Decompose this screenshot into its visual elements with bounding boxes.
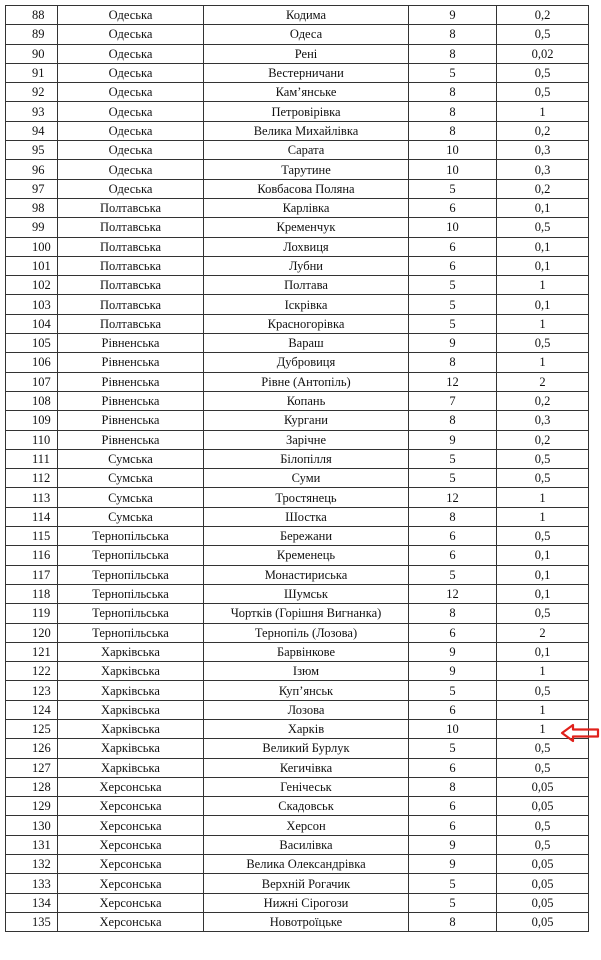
table-row bbox=[6, 391, 589, 410]
value-b-cell: 0,5 bbox=[497, 218, 589, 237]
value-a-cell: 10 bbox=[409, 719, 497, 738]
value-a-cell: 8 bbox=[409, 507, 497, 526]
value-a-cell: 10 bbox=[409, 160, 497, 179]
table-row bbox=[6, 334, 589, 353]
settlement-cell: Великий Бурлук bbox=[204, 739, 409, 758]
table-row bbox=[6, 218, 589, 237]
region-cell: Полтавська bbox=[58, 218, 204, 237]
row-number-cell: 118 bbox=[6, 584, 58, 603]
table-row bbox=[6, 430, 589, 449]
value-b-cell: 0,1 bbox=[497, 642, 589, 661]
value-a-cell: 5 bbox=[409, 874, 497, 893]
table-row bbox=[6, 449, 589, 468]
settlement-cell: Тростянець bbox=[204, 488, 409, 507]
region-cell: Полтавська bbox=[58, 256, 204, 275]
value-a-cell: 5 bbox=[409, 739, 497, 758]
region-cell: Тернопільська bbox=[58, 546, 204, 565]
settlement-cell: Куп’янськ bbox=[204, 681, 409, 700]
table-row bbox=[6, 256, 589, 275]
value-a-cell: 6 bbox=[409, 527, 497, 546]
region-cell: Полтавська bbox=[58, 237, 204, 256]
value-b-cell: 0,1 bbox=[497, 584, 589, 603]
table-row bbox=[6, 44, 589, 63]
table-row bbox=[6, 6, 589, 25]
table-row bbox=[6, 565, 589, 584]
settlement-cell: Тернопіль (Лозова) bbox=[204, 623, 409, 642]
row-number-cell: 112 bbox=[6, 469, 58, 488]
settlement-cell: Ковбасова Поляна bbox=[204, 179, 409, 198]
row-number-cell: 103 bbox=[6, 295, 58, 314]
settlement-cell: Тарутине bbox=[204, 160, 409, 179]
region-cell: Сумська bbox=[58, 507, 204, 526]
row-number-cell: 98 bbox=[6, 198, 58, 217]
settlement-cell: Кременчук bbox=[204, 218, 409, 237]
table-row bbox=[6, 604, 589, 623]
value-b-cell: 0,3 bbox=[497, 160, 589, 179]
value-a-cell: 5 bbox=[409, 565, 497, 584]
value-b-cell: 0,5 bbox=[497, 25, 589, 44]
row-number-cell: 113 bbox=[6, 488, 58, 507]
table-row bbox=[6, 642, 589, 661]
value-a-cell: 5 bbox=[409, 681, 497, 700]
value-b-cell: 0,5 bbox=[497, 83, 589, 102]
row-number-cell: 99 bbox=[6, 218, 58, 237]
table-row bbox=[6, 546, 589, 565]
region-cell: Рівненська bbox=[58, 391, 204, 410]
value-b-cell: 0,05 bbox=[497, 855, 589, 874]
region-cell: Тернопільська bbox=[58, 604, 204, 623]
row-number-cell: 120 bbox=[6, 623, 58, 642]
value-a-cell: 6 bbox=[409, 237, 497, 256]
value-b-cell: 0,1 bbox=[497, 565, 589, 584]
value-b-cell: 0,05 bbox=[497, 912, 589, 931]
table-row bbox=[6, 816, 589, 835]
data-table bbox=[5, 5, 589, 932]
value-a-cell: 5 bbox=[409, 314, 497, 333]
settlement-cell: Кременець bbox=[204, 546, 409, 565]
value-b-cell: 0,2 bbox=[497, 430, 589, 449]
value-b-cell: 0,3 bbox=[497, 141, 589, 160]
table-row bbox=[6, 584, 589, 603]
table-row bbox=[6, 469, 589, 488]
row-number-cell: 91 bbox=[6, 63, 58, 82]
region-cell: Полтавська bbox=[58, 276, 204, 295]
value-a-cell: 6 bbox=[409, 797, 497, 816]
table-row bbox=[6, 797, 589, 816]
table-row bbox=[6, 198, 589, 217]
settlement-cell: Рені bbox=[204, 44, 409, 63]
value-b-cell: 0,05 bbox=[497, 777, 589, 796]
row-number-cell: 100 bbox=[6, 237, 58, 256]
settlement-cell: Генічеськ bbox=[204, 777, 409, 796]
row-number-cell: 119 bbox=[6, 604, 58, 623]
settlement-cell: Василівка bbox=[204, 835, 409, 854]
table-row bbox=[6, 102, 589, 121]
value-b-cell: 0,1 bbox=[497, 546, 589, 565]
table-row bbox=[6, 488, 589, 507]
row-number-cell: 88 bbox=[6, 6, 58, 25]
table-row bbox=[6, 835, 589, 854]
region-cell: Одеська bbox=[58, 83, 204, 102]
region-cell: Тернопільська bbox=[58, 584, 204, 603]
value-b-cell: 1 bbox=[497, 276, 589, 295]
value-a-cell: 6 bbox=[409, 623, 497, 642]
settlement-cell: Рівне (Антопіль) bbox=[204, 372, 409, 391]
row-number-cell: 102 bbox=[6, 276, 58, 295]
row-number-cell: 90 bbox=[6, 44, 58, 63]
settlement-cell: Лохвиця bbox=[204, 237, 409, 256]
value-a-cell: 8 bbox=[409, 604, 497, 623]
settlement-cell: Іскрівка bbox=[204, 295, 409, 314]
table-row bbox=[6, 83, 589, 102]
settlement-cell: Лозова bbox=[204, 700, 409, 719]
value-a-cell: 5 bbox=[409, 449, 497, 468]
value-b-cell: 0,1 bbox=[497, 256, 589, 275]
table-row bbox=[6, 160, 589, 179]
row-number-cell: 107 bbox=[6, 372, 58, 391]
region-cell: Харківська bbox=[58, 681, 204, 700]
value-a-cell: 12 bbox=[409, 488, 497, 507]
row-number-cell: 123 bbox=[6, 681, 58, 700]
settlement-cell: Білопілля bbox=[204, 449, 409, 468]
value-b-cell: 0,5 bbox=[497, 816, 589, 835]
row-number-cell: 89 bbox=[6, 25, 58, 44]
settlement-cell: Чортків (Горішня Вигнанка) bbox=[204, 604, 409, 623]
row-number-cell: 135 bbox=[6, 912, 58, 931]
row-number-cell: 121 bbox=[6, 642, 58, 661]
table-row bbox=[6, 893, 589, 912]
region-cell: Сумська bbox=[58, 449, 204, 468]
table-row bbox=[6, 855, 589, 874]
table-row bbox=[6, 237, 589, 256]
value-b-cell: 0,1 bbox=[497, 198, 589, 217]
value-a-cell: 6 bbox=[409, 256, 497, 275]
settlement-cell: Шумськ bbox=[204, 584, 409, 603]
row-number-cell: 131 bbox=[6, 835, 58, 854]
row-number-cell: 97 bbox=[6, 179, 58, 198]
region-cell: Херсонська bbox=[58, 874, 204, 893]
row-number-cell: 114 bbox=[6, 507, 58, 526]
table-row bbox=[6, 295, 589, 314]
settlement-cell: Полтава bbox=[204, 276, 409, 295]
region-cell: Тернопільська bbox=[58, 623, 204, 642]
value-a-cell: 8 bbox=[409, 411, 497, 430]
table-row bbox=[6, 623, 589, 642]
value-a-cell: 5 bbox=[409, 63, 497, 82]
value-a-cell: 9 bbox=[409, 6, 497, 25]
value-a-cell: 12 bbox=[409, 584, 497, 603]
table-row bbox=[6, 353, 589, 372]
region-cell: Херсонська bbox=[58, 912, 204, 931]
row-number-cell: 125 bbox=[6, 719, 58, 738]
value-b-cell: 0,5 bbox=[497, 681, 589, 700]
value-b-cell: 0,02 bbox=[497, 44, 589, 63]
value-a-cell: 6 bbox=[409, 546, 497, 565]
region-cell: Полтавська bbox=[58, 295, 204, 314]
table-row bbox=[6, 874, 589, 893]
region-cell: Одеська bbox=[58, 6, 204, 25]
settlement-cell: Новотроїцьке bbox=[204, 912, 409, 931]
value-a-cell: 6 bbox=[409, 758, 497, 777]
settlement-cell: Шостка bbox=[204, 507, 409, 526]
row-number-cell: 104 bbox=[6, 314, 58, 333]
value-b-cell: 0,1 bbox=[497, 295, 589, 314]
value-b-cell: 0,05 bbox=[497, 874, 589, 893]
value-b-cell: 0,05 bbox=[497, 893, 589, 912]
row-number-cell: 132 bbox=[6, 855, 58, 874]
value-a-cell: 8 bbox=[409, 777, 497, 796]
row-number-cell: 105 bbox=[6, 334, 58, 353]
region-cell: Сумська bbox=[58, 488, 204, 507]
value-b-cell: 0,5 bbox=[497, 469, 589, 488]
row-number-cell: 128 bbox=[6, 777, 58, 796]
row-number-cell: 110 bbox=[6, 430, 58, 449]
table-body bbox=[6, 6, 589, 932]
value-a-cell: 6 bbox=[409, 700, 497, 719]
value-a-cell: 9 bbox=[409, 334, 497, 353]
settlement-cell: Херсон bbox=[204, 816, 409, 835]
settlement-cell: Сарата bbox=[204, 141, 409, 160]
row-number-cell: 115 bbox=[6, 527, 58, 546]
settlement-cell: Кодима bbox=[204, 6, 409, 25]
row-number-cell: 126 bbox=[6, 739, 58, 758]
value-a-cell: 9 bbox=[409, 642, 497, 661]
value-b-cell: 0,2 bbox=[497, 6, 589, 25]
table-row bbox=[6, 314, 589, 333]
settlement-cell: Лубни bbox=[204, 256, 409, 275]
table-row bbox=[6, 276, 589, 295]
settlement-cell: Бережани bbox=[204, 527, 409, 546]
region-cell: Херсонська bbox=[58, 797, 204, 816]
settlement-cell: Кегичівка bbox=[204, 758, 409, 777]
table-row bbox=[6, 179, 589, 198]
settlement-cell: Верхній Рогачик bbox=[204, 874, 409, 893]
region-cell: Харківська bbox=[58, 719, 204, 738]
region-cell: Херсонська bbox=[58, 835, 204, 854]
table-row bbox=[6, 777, 589, 796]
row-number-cell: 101 bbox=[6, 256, 58, 275]
table-row bbox=[6, 719, 589, 738]
row-number-cell: 93 bbox=[6, 102, 58, 121]
value-a-cell: 10 bbox=[409, 218, 497, 237]
row-number-cell: 116 bbox=[6, 546, 58, 565]
value-a-cell: 8 bbox=[409, 25, 497, 44]
settlement-cell: Вестерничани bbox=[204, 63, 409, 82]
value-a-cell: 7 bbox=[409, 391, 497, 410]
value-a-cell: 8 bbox=[409, 353, 497, 372]
row-number-cell: 130 bbox=[6, 816, 58, 835]
value-b-cell: 1 bbox=[497, 102, 589, 121]
region-cell: Харківська bbox=[58, 739, 204, 758]
region-cell: Тернопільська bbox=[58, 565, 204, 584]
settlement-cell: Нижні Сірогози bbox=[204, 893, 409, 912]
region-cell: Одеська bbox=[58, 179, 204, 198]
settlement-cell: Кургани bbox=[204, 411, 409, 430]
value-b-cell: 1 bbox=[497, 662, 589, 681]
settlement-cell: Ізюм bbox=[204, 662, 409, 681]
settlement-cell: Велика Олександрівка bbox=[204, 855, 409, 874]
value-b-cell: 0,5 bbox=[497, 758, 589, 777]
value-a-cell: 9 bbox=[409, 855, 497, 874]
region-cell: Тернопільська bbox=[58, 527, 204, 546]
left-arrow-icon bbox=[560, 723, 600, 748]
region-cell: Рівненська bbox=[58, 353, 204, 372]
value-a-cell: 9 bbox=[409, 430, 497, 449]
table-row bbox=[6, 63, 589, 82]
value-a-cell: 8 bbox=[409, 102, 497, 121]
value-a-cell: 5 bbox=[409, 276, 497, 295]
settlement-cell: Дубровиця bbox=[204, 353, 409, 372]
region-cell: Одеська bbox=[58, 121, 204, 140]
region-cell: Одеська bbox=[58, 44, 204, 63]
value-a-cell: 8 bbox=[409, 44, 497, 63]
value-a-cell: 8 bbox=[409, 83, 497, 102]
value-b-cell: 0,3 bbox=[497, 411, 589, 430]
value-b-cell: 1 bbox=[497, 488, 589, 507]
region-cell: Одеська bbox=[58, 63, 204, 82]
value-b-cell: 0,2 bbox=[497, 121, 589, 140]
settlement-cell: Велика Михайлівка bbox=[204, 121, 409, 140]
row-number-cell: 106 bbox=[6, 353, 58, 372]
value-b-cell: 0,5 bbox=[497, 63, 589, 82]
region-cell: Одеська bbox=[58, 160, 204, 179]
settlement-cell: Красногорівка bbox=[204, 314, 409, 333]
region-cell: Полтавська bbox=[58, 314, 204, 333]
row-number-cell: 94 bbox=[6, 121, 58, 140]
region-cell: Одеська bbox=[58, 102, 204, 121]
row-number-cell: 111 bbox=[6, 449, 58, 468]
row-number-cell: 129 bbox=[6, 797, 58, 816]
region-cell: Одеська bbox=[58, 141, 204, 160]
region-cell: Херсонська bbox=[58, 855, 204, 874]
row-number-cell: 109 bbox=[6, 411, 58, 430]
region-cell: Харківська bbox=[58, 700, 204, 719]
value-b-cell: 2 bbox=[497, 372, 589, 391]
value-b-cell: 0,5 bbox=[497, 604, 589, 623]
row-number-cell: 133 bbox=[6, 874, 58, 893]
region-cell: Рівненська bbox=[58, 411, 204, 430]
table-row bbox=[6, 527, 589, 546]
row-number-cell: 96 bbox=[6, 160, 58, 179]
value-b-cell: 0,5 bbox=[497, 527, 589, 546]
row-number-cell: 117 bbox=[6, 565, 58, 584]
row-number-cell: 127 bbox=[6, 758, 58, 777]
value-a-cell: 9 bbox=[409, 662, 497, 681]
table-row bbox=[6, 372, 589, 391]
region-cell: Полтавська bbox=[58, 198, 204, 217]
region-cell: Херсонська bbox=[58, 816, 204, 835]
value-b-cell: 0,5 bbox=[497, 835, 589, 854]
row-number-cell: 108 bbox=[6, 391, 58, 410]
value-b-cell: 2 bbox=[497, 623, 589, 642]
value-a-cell: 5 bbox=[409, 469, 497, 488]
value-a-cell: 10 bbox=[409, 141, 497, 160]
region-cell: Харківська bbox=[58, 642, 204, 661]
table-row bbox=[6, 662, 589, 681]
settlement-cell: Суми bbox=[204, 469, 409, 488]
table-row bbox=[6, 25, 589, 44]
value-a-cell: 6 bbox=[409, 198, 497, 217]
row-number-cell: 92 bbox=[6, 83, 58, 102]
value-a-cell: 8 bbox=[409, 912, 497, 931]
region-cell: Харківська bbox=[58, 758, 204, 777]
value-b-cell: 0,5 bbox=[497, 334, 589, 353]
row-number-cell: 95 bbox=[6, 141, 58, 160]
value-b-cell: 1 bbox=[497, 719, 589, 738]
region-cell: Рівненська bbox=[58, 372, 204, 391]
value-b-cell: 1 bbox=[497, 353, 589, 372]
value-a-cell: 6 bbox=[409, 816, 497, 835]
value-a-cell: 5 bbox=[409, 295, 497, 314]
region-cell: Херсонська bbox=[58, 893, 204, 912]
table-row bbox=[6, 739, 589, 758]
settlement-cell: Кам’янське bbox=[204, 83, 409, 102]
value-b-cell: 0,2 bbox=[497, 179, 589, 198]
table-row bbox=[6, 121, 589, 140]
value-b-cell: 1 bbox=[497, 507, 589, 526]
settlement-cell: Монастириська bbox=[204, 565, 409, 584]
value-a-cell: 5 bbox=[409, 893, 497, 912]
region-cell: Рівненська bbox=[58, 430, 204, 449]
value-a-cell: 8 bbox=[409, 121, 497, 140]
region-cell: Рівненська bbox=[58, 334, 204, 353]
settlement-cell: Копань bbox=[204, 391, 409, 410]
settlement-cell: Петровірівка bbox=[204, 102, 409, 121]
value-a-cell: 9 bbox=[409, 835, 497, 854]
region-cell: Сумська bbox=[58, 469, 204, 488]
table-row bbox=[6, 411, 589, 430]
table-row bbox=[6, 912, 589, 931]
row-number-cell: 134 bbox=[6, 893, 58, 912]
settlement-cell: Зарічне bbox=[204, 430, 409, 449]
table-row bbox=[6, 758, 589, 777]
settlement-cell: Барвінкове bbox=[204, 642, 409, 661]
settlement-cell: Карлівка bbox=[204, 198, 409, 217]
region-cell: Харківська bbox=[58, 662, 204, 681]
value-b-cell: 0,05 bbox=[497, 797, 589, 816]
row-number-cell: 122 bbox=[6, 662, 58, 681]
value-b-cell: 0,5 bbox=[497, 739, 589, 758]
value-a-cell: 12 bbox=[409, 372, 497, 391]
settlement-cell: Харків bbox=[204, 719, 409, 738]
table-row bbox=[6, 507, 589, 526]
table-row bbox=[6, 700, 589, 719]
region-cell: Одеська bbox=[58, 25, 204, 44]
settlement-cell: Скадовськ bbox=[204, 797, 409, 816]
value-b-cell: 0,1 bbox=[497, 237, 589, 256]
value-b-cell: 0,5 bbox=[497, 449, 589, 468]
settlement-cell: Одеса bbox=[204, 25, 409, 44]
table-row bbox=[6, 141, 589, 160]
value-b-cell: 1 bbox=[497, 314, 589, 333]
row-number-cell: 124 bbox=[6, 700, 58, 719]
value-b-cell: 1 bbox=[497, 700, 589, 719]
value-a-cell: 5 bbox=[409, 179, 497, 198]
region-cell: Херсонська bbox=[58, 777, 204, 796]
value-b-cell: 0,2 bbox=[497, 391, 589, 410]
table-row bbox=[6, 681, 589, 700]
settlement-cell: Вараш bbox=[204, 334, 409, 353]
